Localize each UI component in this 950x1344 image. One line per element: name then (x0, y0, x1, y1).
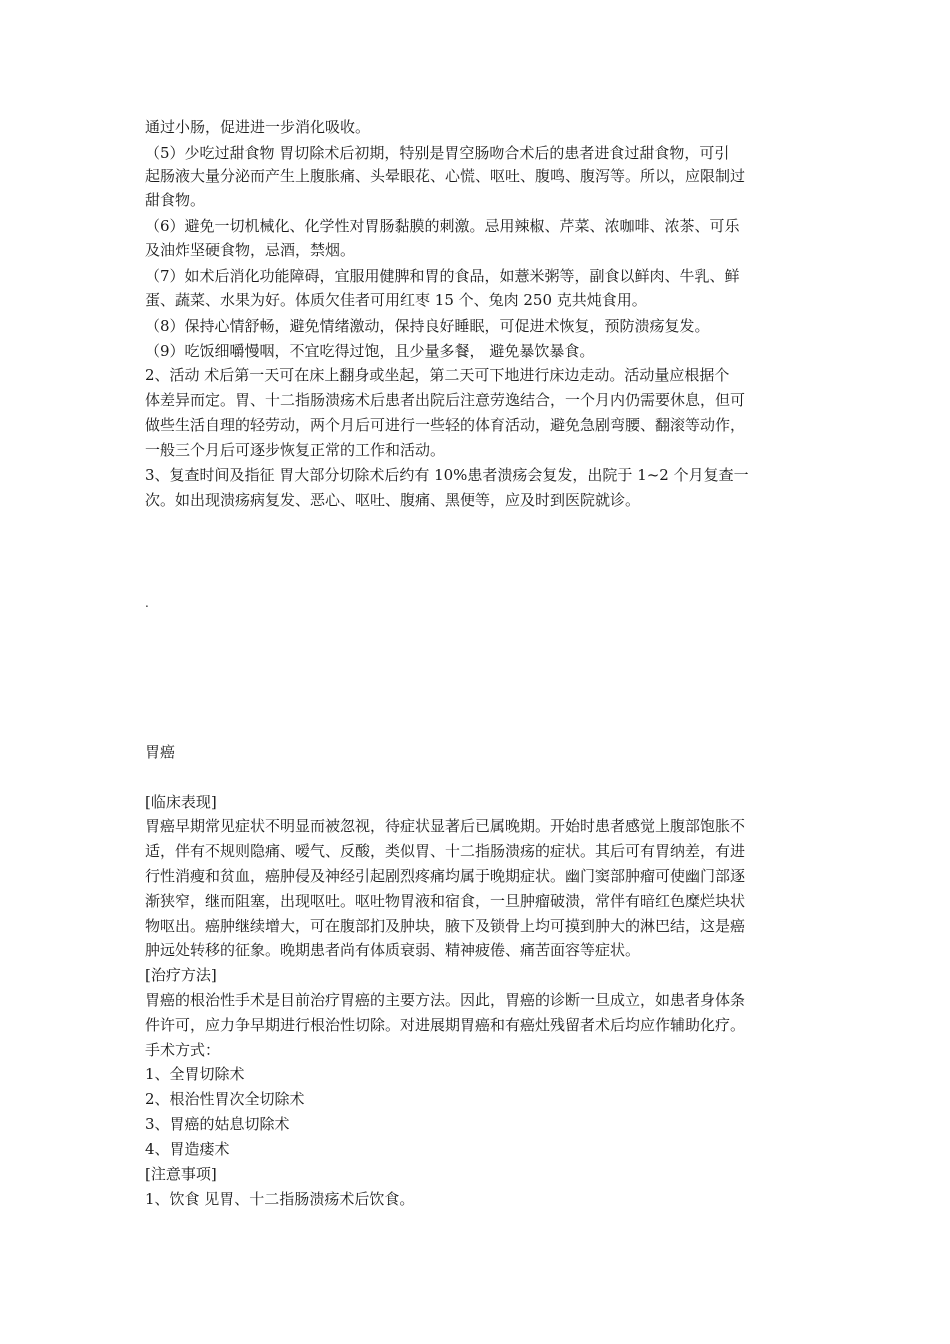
text-line: 体差异而定。胃、十二指肠溃疡术后患者出院后注意劳逸结合，一个月内仍需要休息，但可 (145, 391, 746, 409)
text-line: 2、活动 术后第一天可在床上翻身或坐起，第二天可下地进行床边走动。活动量应根据个 (145, 366, 730, 384)
text-line: 及油炸坚硬食物，忌酒，禁烟。 (145, 241, 356, 259)
list-item: 2、根治性胃次全切除术 (145, 1090, 305, 1108)
list-item: 3、胃癌的姑息切除术 (145, 1115, 290, 1133)
list-item: 1、全胃切除术 (145, 1065, 245, 1083)
text-line: 适，伴有不规则隐痛、嗳气、反酸，类似胃、十二指肠溃疡的症状。其后可有胃纳差，有进 (145, 842, 746, 860)
text-line: （5）少吃过甜食物 胃切除术后初期，特别是胃空肠吻合术后的患者进食过甜食物，可引 (145, 144, 730, 162)
text-line: 做些生活自理的轻劳动，两个月后可进行一些轻的体育活动，避免急剧弯腰、翻滚等动作， (145, 416, 746, 434)
text-line: 一般三个月后可逐步恢复正常的工作和活动。 (145, 441, 446, 459)
text-line: （9）吃饭细嚼慢咽，不宜吃得过饱，且少量多餐， 避免暴饮暴食。 (145, 342, 595, 360)
text-line: 3、复查时间及指征 胃大部分切除术后约有 10%患者溃疡会复发，出院于 1~2 个月复查一 (145, 466, 749, 484)
text-line: 件许可，应力争早期进行根治性切除。对进展期胃癌和有癌灶残留者术后均应作辅助化疗。 (145, 1016, 746, 1034)
text-line: （7）如术后消化功能障碍，宜服用健脾和胃的食品，如薏米粥等，副食以鲜肉、牛乳、鲜 (145, 267, 740, 285)
text-line: [临床表现] (145, 793, 217, 811)
text-line: 甜食物。 (145, 191, 206, 209)
document-page (145, 0, 815, 1344)
section-title: 胃癌 (145, 743, 176, 761)
text-line: 物呕出。癌肿继续增大，可在腹部扪及肿块，腋下及锁骨上均可摸到肿大的淋巴结，这是癌 (145, 917, 746, 935)
separator-dot: . (145, 596, 149, 610)
text-line: （6）避免一切机械化、化学性对胃肠黏膜的刺激。忌用辣椒、芹菜、浓咖啡、浓茶、可乐 (145, 217, 740, 235)
text-line: 行性消瘦和贫血，癌肿侵及神经引起剧烈疼痛均属于晚期症状。幽门窦部肿瘤可使幽门部逐 (145, 867, 746, 885)
text-line: 蛋、蔬菜、水果为好。体质欠佳者可用红枣 15 个、兔肉 250 克共炖食用。 (145, 291, 647, 309)
text-line: （8）保持心情舒畅，避免情绪激动，保持良好睡眠，可促进术恢复，预防溃疡复发。 (145, 317, 710, 335)
text-line: 肿远处转移的征象。晚期患者尚有体质衰弱、精神疲倦、痛苦面容等症状。 (145, 941, 641, 959)
text-line: 胃癌早期常见症状不明显而被忽视，待症状显著后已属晚期。开始时患者感觉上腹部饱胀不 (145, 817, 746, 835)
text-line: 1、饮食 见胃、十二指肠溃疡术后饮食。 (145, 1190, 415, 1208)
text-line: 起肠液大量分泌而产生上腹胀痛、头晕眼花、心慌、呕吐、腹鸣、腹泻等。所以，应限制过 (145, 167, 746, 185)
text-line: [治疗方法] (145, 966, 217, 984)
text-line: 通过小肠，促进进一步消化吸收。 (145, 118, 371, 136)
text-line: 手术方式： (145, 1041, 221, 1059)
text-line: [注意事项] (145, 1165, 217, 1183)
text-line: 次。如出现溃疡病复发、恶心、呕吐、腹痛、黑便等，应及时到医院就诊。 (145, 491, 641, 509)
list-item: 4、胃造瘘术 (145, 1140, 230, 1158)
text-line: 胃癌的根治性手术是目前治疗胃癌的主要方法。因此，胃癌的诊断一旦成立，如患者身体条 (145, 991, 746, 1009)
text-line: 渐狭窄，继而阻塞，出现呕吐。呕吐物胃液和宿食，一旦肿瘤破溃，常伴有暗红色糜烂块状 (145, 892, 746, 910)
